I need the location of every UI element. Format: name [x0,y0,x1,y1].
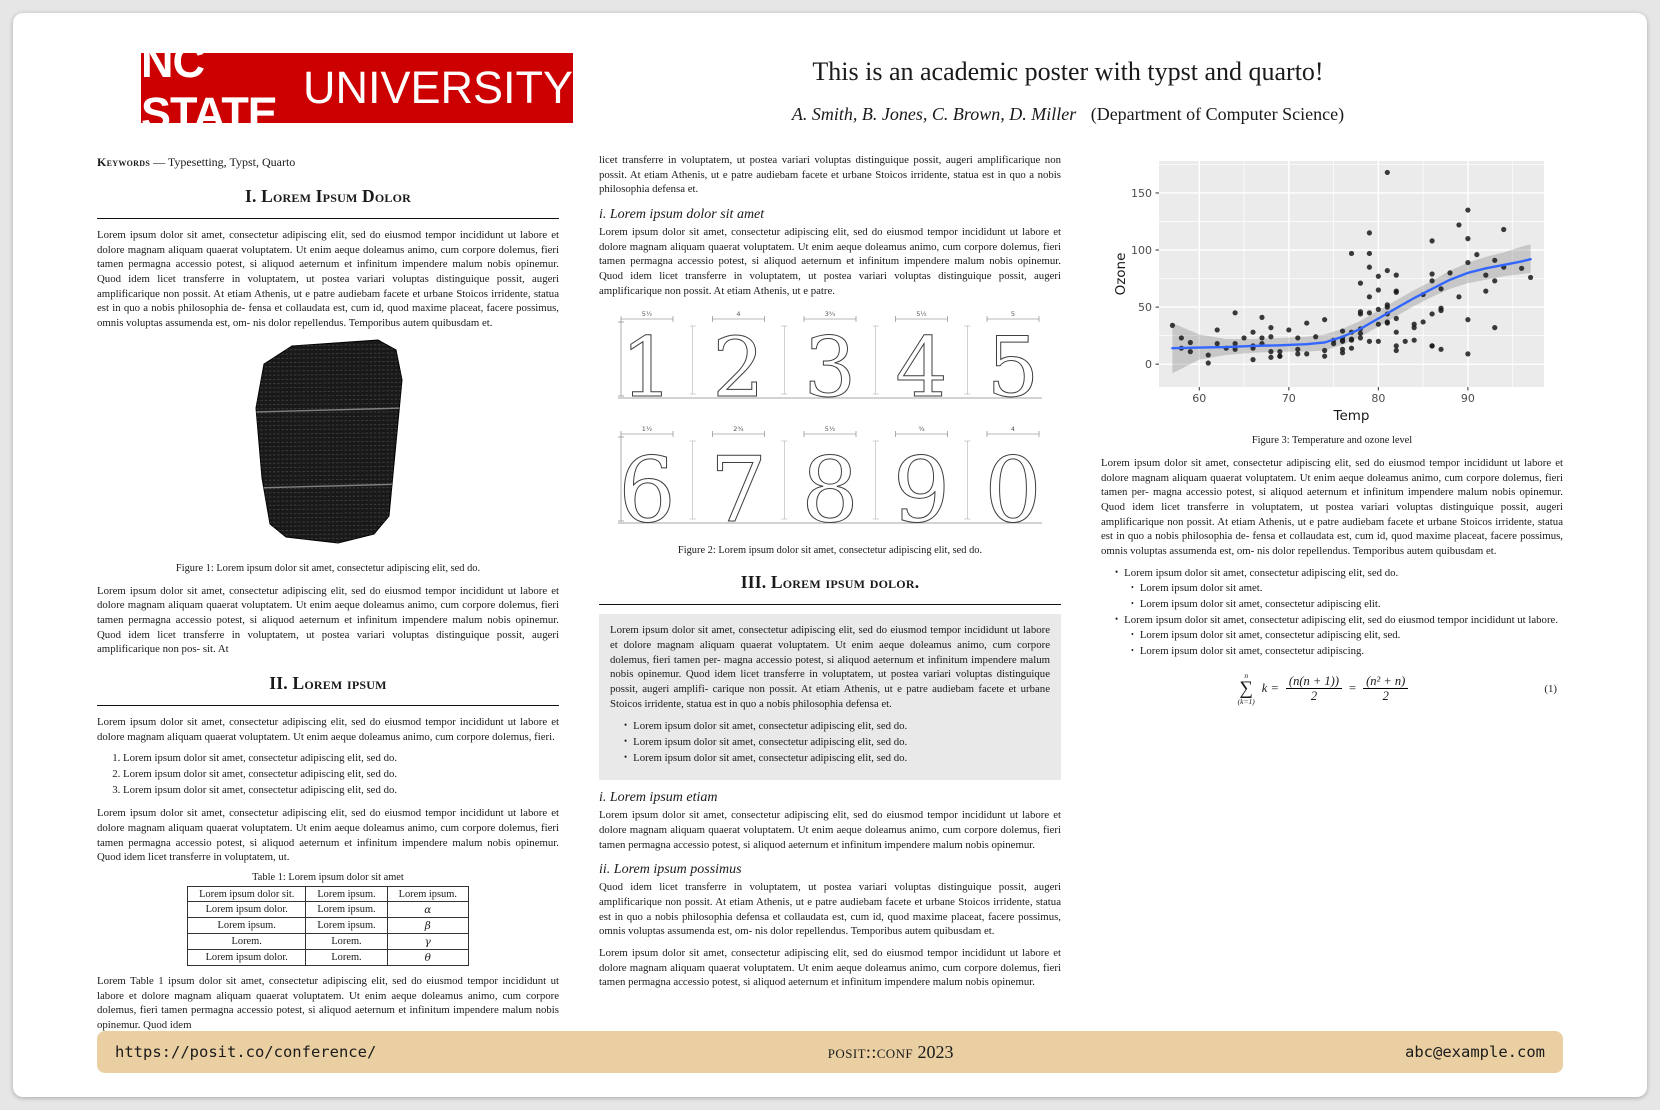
data-point [1340,347,1345,352]
data-point [1250,357,1255,362]
table-cell: Lorem ipsum. [306,902,387,918]
figure2-plate-top [612,308,1048,408]
table-cell: Lorem ipsum dolor. [188,950,306,966]
fraction-numerator: (n(n + 1)) [1286,674,1342,689]
x-tick-label: 80 [1371,392,1386,405]
data-point [1421,319,1426,324]
data-point [1465,207,1470,212]
dimension-label: 5½ [916,310,927,319]
data-point [1322,348,1327,353]
data-point [1385,305,1390,310]
poster-title: This is an academic poster with typst and quarto! [812,57,1324,86]
list-item [1115,613,1563,660]
poster [13,13,1647,1097]
table-row [188,918,469,934]
data-point [1376,339,1381,344]
digit-outline: 1 [620,321,674,409]
data-point [1331,341,1336,346]
dimension-label: 4 [736,310,741,319]
table-header-row [188,887,469,902]
paragraph: Lorem ipsum dolor sit amet, consectetur adipiscing elit, sed do eiusmod tempor incididunt ut labore et dolore magnam aliquam quaerat voluptatem. Ut enim aeque doleamus animo, cum corpore dolemus, fieri tamen per- magna accessio potest, si aliquod aeternum et infinitum impendere malum nobis opinemur. Quod idem licet transferre in voluptatem, ut postea variari voluptas distinguique possit, augeri amplifi- carique non possit. At etiam Athenis, ut e patre audiebam facete et urbane Stoicos irridente, statua est in quo a nobis philosophia defensa et. [610,624,1050,710]
paragraph: Lorem ipsum dolor sit amet, consectetur adipiscing elit, sed do eiusmod tempor incididunt ut labore et dolore magnam aliquam quaerat voluptatem. Ut enim aeque doleamus animo, cum corpore dolemus, fieri tamen permagna accessio potest, si aliquod aeternum et infinitum impendere malum nobis opinemur. Quod idem licet transferre in voluptatem, ut postea variari voluptas distinguique possit, augeri amplificarique non possit. At etiam Athenis, ut e patre. [599,226,1061,297]
data-point [1277,354,1282,359]
data-point [1286,327,1291,332]
paragraph: Lorem ipsum dolor sit amet, consectetur adipiscing elit, sed do eiusmod tempor incididunt ut labore et dolore magnam aliquam quaerat voluptatem. Ut enim aeque doleamus animo, cum corpore dolemus, fieri tamen permagna accessio potest, si aliquod aeternum et infinitum impendere malum nobis opinemur. [599,809,1061,851]
table-header-cell: Lorem ipsum dolor sit. [188,887,306,902]
data-point [1492,325,1497,330]
data-point [1295,347,1300,352]
table-cell: γ [387,934,468,950]
data-point [1456,222,1461,227]
list-item: 1. Lorem ipsum dolor sit amet, consectetur adipiscing elit, sed do. [123,751,559,767]
data-point [1340,339,1345,344]
dimension-label: 2¾ [733,425,744,434]
data-point [1394,330,1399,335]
data-point [1376,307,1381,312]
nested-bullet-list [1115,628,1563,659]
subsection-heading-i-etiam: i. Lorem ipsum etiam [599,790,718,806]
list-item: • Lorem ipsum dolor sit amet, consectetur adipiscing elit, sed do. [624,719,1050,735]
digit-outline: 3 [803,321,857,409]
table-cell: Lorem. [188,934,306,950]
list-item: • Lorem ipsum dolor sit amet, consectetur adipiscing elit, sed do. [624,751,1050,767]
data-point [1250,330,1255,335]
data-point [1268,325,1273,330]
data-point [1322,317,1327,322]
ordered-list [97,751,559,798]
paragraph: Lorem ipsum dolor sit amet, consectetur adipiscing elit, sed do eiusmod tempor incididunt ut labore et dolore magnam aliquam quaerat voluptatem. Ut enim aeque doleamus animo, cum corpore dolemus, fieri. [97,716,559,743]
section-heading-3: III. Lorem ipsum dolor. [740,572,920,593]
data-point [1483,273,1488,278]
data-point [1483,289,1488,294]
data-point [1349,346,1354,351]
data-point [1429,278,1434,283]
dimension-label: 5 [1010,310,1016,319]
digit-outline: 8 [801,438,859,536]
content-columns [13,125,1647,1040]
paragraph: Lorem ipsum dolor sit amet, consectetur adipiscing elit, sed do eiusmod tempor incididunt ut labore et dolore magnam aliquam quaerat voluptatem. Ut enim aeque doleamus animo, cum corpore dolemus, fieri tamen per- magna accessio potest, si aliquod aeternum et infinitum impendere malum nobis opinemur. Quod idem licet transferre in voluptatem, ut postea variari voluptas distinguique possit, augeri amplificarique non possit. At etiam Athenis, ut e patre audiebam facete et urbane Stoicos irridente, statua est in quo a nobis philosophia de- fensa et collaudata est, cum id, quod maxime placeat, facere possimus, omnis voluptas assumenda est, om- nis dolor repellendus. Temporibus autem quibusdam et. [1101,457,1563,558]
column-left [97,153,559,1040]
table-header-cell: Lorem ipsum. [387,887,468,902]
data-point [1429,311,1434,316]
footer-conference [828,1042,954,1063]
data-point [1456,294,1461,299]
fraction-denominator: 2 [1310,689,1318,704]
data-point [1429,238,1434,243]
footer-bar [97,1031,1563,1073]
y-axis-title: Ozone [1113,252,1129,296]
sum-upper-limit: n [1244,670,1249,680]
data-point [1358,309,1363,314]
table-cell: β [387,918,468,934]
list-item: • Lorem ipsum dolor sit amet, consectetur adipiscing elit, sed. [1131,628,1563,644]
data-point [1215,327,1220,332]
x-tick-label: 90 [1460,392,1475,405]
data-point [1304,320,1309,325]
data-point [1268,355,1273,360]
paragraph: Lorem ipsum dolor sit amet, consectetur adipiscing elit, sed do eiusmod tempor incididunt ut labore et dolore magnam aliquam quaerat voluptatem. Ut enim aeque doleamus animo, cum corpore dolemus, fieri tamen permagna accessio potest, si aliquod aeternum et infinitum impendere malum nobis opinemur. Quod idem licet transferre in voluptatem, ut. [97,807,559,864]
data-point [1492,278,1497,283]
author-names: A. Smith, B. Jones, C. Brown, D. Miller [791,104,1077,124]
digit-outline: 5 [986,321,1040,409]
paragraph: Lorem ipsum dolor sit amet, consectetur adipiscing elit, sed do eiusmod tempor incididunt ut labore et dolore magnam aliquam quaerat voluptatem. Ut enim aeque doleamus animo, cum corpore dolemus, fieri tamen permagna accessio potest, si aliquod aeternum et infinitum impendere malum nobis opinemur. [599,947,1061,989]
data-point [1528,275,1533,280]
nested-bullet-list [1115,581,1563,612]
data-point [1429,271,1434,276]
subsection-heading-ii: ii. Lorem ipsum possimus [599,862,742,878]
data-point [1376,287,1381,292]
data-point [1358,281,1363,286]
table-cell: Lorem ipsum dolor. [188,902,306,918]
data-point [1429,343,1434,348]
data-point [1295,335,1300,340]
sum-lower-limit: (k=1) [1237,697,1255,707]
table-cell: α [387,902,468,918]
data-point [1465,260,1470,265]
bullet-text: Lorem ipsum dolor sit amet, consectetur adipiscing elit, sed do eiusmod tempor incididunt ut labore. [1124,613,1559,626]
data-point [1438,286,1443,291]
paragraph: Lorem ipsum dolor sit amet, consectetur adipiscing elit, sed do eiusmod tempor incididunt ut labore et dolore magnam aliquam quaerat voluptatem. Ut enim aeque doleamus animo, cum corpore dolemus, fieri tamen permagna accessio potest, si aliquod aeternum et infinitum impendere malum nobis opinemur. Quod idem licet transferre in voluptatem, ut postea variari voluptas distinguique possit, augeri amplificarique non possit. At etiam Athenis, ut e patre audiebam facete et urbane Stoicos irridente, statua est in quo a nobis philosophia de- fensa et collaudata est, cum id, quod maxime placeat, facere possimus, omnis voluptas assumenda est, om- nis dolor repellendus. Temporibus autem quibusdam et. [97,229,559,330]
x-tick-label: 60 [1192,392,1207,405]
keywords-value: — Typesetting, Typst, Quarto [153,155,296,169]
list-item: 2. Lorem ipsum dolor sit amet, consectetur adipiscing elit, sed do. [123,767,559,783]
equation-body: k = [1261,681,1279,696]
fraction-denominator: 2 [1382,689,1389,704]
digit-outline: 7 [709,438,768,536]
fraction [1286,674,1342,704]
data-point [1367,251,1372,256]
dimension-label: ¾ [918,425,925,434]
section-rule [97,218,559,219]
table-cell: θ [387,950,468,966]
data-point [1206,360,1211,365]
y-tick-label: 100 [1131,243,1152,257]
bullet-list [610,719,1050,766]
bullet-list [1101,566,1563,660]
bullet-text: Lorem ipsum dolor sit amet, consectetur adipiscing elit, sed do. [1124,566,1399,579]
data-point [1465,236,1470,241]
column-middle [599,153,1061,1040]
sigma-glyph: ∑ [1239,678,1253,700]
dimension-label: 4 [1010,425,1016,434]
data-point [1188,340,1193,345]
data-point [1259,315,1264,320]
data-point [1340,328,1345,333]
title-block [573,53,1563,125]
data-point [1215,341,1220,346]
list-item: • Lorem ipsum dolor sit amet, consectetur adipiscing elit, sed do. [624,735,1050,751]
data-point [1394,289,1399,294]
conf-year: 2023 [917,1041,954,1062]
data-point [1438,308,1443,313]
data-point [1367,294,1372,299]
paragraph: Quod idem licet transferre in voluptatem, ut postea variari voluptas distinguique possit, augeri amplificarique non possit. At etiam Athenis, ut e patre audiebam facete et urbane Stoicos irridente, statua est in quo a nobis philosophia defensa et collaudata est, cum id, quod maxime placeat, facere possimus, omnis voluptas assumenda est, om- nis dolor repellendus. Temporibus autem quibusdam et. [599,881,1061,938]
data-point [1188,349,1193,354]
ozone-temp-chart [1113,153,1551,425]
dimension-label: 5½ [824,425,836,434]
keywords-line [97,155,559,170]
rosetta-stone-image [226,338,431,553]
data-point [1394,348,1399,353]
table-cell: Lorem ipsum. [188,918,306,934]
footer-url[interactable]: https://posit.co/conference/ [115,1043,377,1061]
table-cell: Lorem. [306,934,387,950]
data-point [1268,334,1273,339]
logo-text-light: UNIVERSITY [302,62,573,113]
list-item: • Lorem ipsum dolor sit amet, consectetur adipiscing elit. [1131,597,1563,613]
data-point [1376,322,1381,327]
footer-email[interactable]: abc@example.com [1405,1043,1545,1061]
table-1 [187,886,469,966]
data-point [1403,339,1408,344]
y-tick-label: 50 [1138,300,1152,314]
y-tick-label: 0 [1145,357,1152,371]
data-point [1233,310,1238,315]
data-point [1349,338,1354,343]
data-point [1268,349,1273,354]
digit-outline: 9 [892,438,951,536]
table-row [188,934,469,950]
data-point [1349,251,1354,256]
table-row [188,950,469,966]
authors-line [573,104,1563,125]
paragraph: licet transferre in voluptatem, ut postea variari voluptas distinguique possit, augeri amplificarique non possit. At etiam Athenis, ut e patre audiebam facete et urbane Stoicos irridente, statua est in quo a nobis philosophia defensa et. [599,154,1061,196]
figure1-caption: Figure 1: Lorem ipsum dolor sit amet, consectetur adipiscing elit, sed do. [175,562,481,574]
paragraph: Lorem ipsum dolor sit amet, consectetur adipiscing elit, sed do eiusmod tempor incididunt ut labore et dolore magnam aliquam quaerat voluptatem. Ut enim aeque doleamus animo, cum corpore dolemus, fieri tamen permagna accessio potest, si aliquod aeternum et infinitum impendere malum nobis opinemur. Quod idem licet transferre in voluptatem, ut postea variari voluptas distinguique possit, augeri amplificarique non pos- sit. At [97,584,559,656]
figure-3 [1101,153,1563,430]
section-rule [599,604,1061,605]
data-point [1385,268,1390,273]
data-point [1367,230,1372,235]
list-item: • Lorem ipsum dolor sit amet. [1131,581,1563,597]
data-point [1465,317,1470,322]
digit-outline: 4 [895,321,948,409]
data-point [1412,325,1417,330]
data-point [1206,352,1211,357]
data-point [1170,323,1175,328]
data-point [1474,252,1479,257]
figure-1 [97,338,559,558]
column-right [1101,153,1563,1040]
fraction [1363,674,1408,704]
equals-sign: = [1349,681,1357,696]
data-point [1358,335,1363,340]
data-point [1179,335,1184,340]
paragraph: Lorem Table 1 ipsum dolor sit amet, consectetur adipiscing elit, sed do eiusmod tempor incididunt ut labore et dolore magnam aliquam quaerat voluptatem. Ut enim aeque doleamus animo, cum corpore dolemus, fieri tamen permagna accessio potest, si aliquod aeternum et infinitum impendere malum nobis opinemur. Quod idem [97,975,559,1032]
data-point [1519,266,1524,271]
digit-outline: 2 [712,321,765,409]
digit-outline: 0 [984,438,1042,536]
data-point [1277,349,1282,354]
highlight-box [599,614,1061,780]
data-point [1367,339,1372,344]
data-point [1394,273,1399,278]
equation-1 [1101,670,1557,707]
x-axis-title: Temp [1333,408,1370,424]
data-point [1259,335,1264,340]
data-point [1385,320,1390,325]
list-item: • Lorem ipsum dolor sit amet, consectetur adipiscing. [1131,644,1563,660]
figure2-caption: Figure 2: Lorem ipsum dolor sit amet, consectetur adipiscing elit, sed do. [677,545,983,557]
data-point [1367,265,1372,270]
table1-caption: Table 1: Lorem ipsum dolor sit amet [252,872,404,884]
list-item: 3. Lorem ipsum dolor sit amet, consectetur adipiscing elit, sed do. [123,783,559,799]
data-point [1447,270,1452,275]
dimension-label: 1½ [641,425,653,434]
figure-2 [599,308,1061,540]
header [13,13,1647,139]
digit-outline: 6 [618,438,676,536]
data-point [1304,351,1309,356]
y-tick-label: 150 [1131,186,1152,200]
data-point [1412,338,1417,343]
table-cell: Lorem. [306,950,387,966]
data-point [1394,343,1399,348]
data-point [1313,334,1318,339]
section-heading-2: II. Lorem ipsum [269,673,387,694]
department: (Department of Computer Science) [1090,104,1345,124]
data-point [1385,170,1390,175]
table-cell: Lorem ipsum. [306,918,387,934]
data-point [1241,335,1246,340]
data-point [1322,354,1327,359]
figure3-caption: Figure 3: Temperature and ozone level [1251,435,1413,446]
summation-symbol [1238,672,1255,706]
data-point [1394,316,1399,321]
university-logo [141,36,573,139]
data-point [1492,258,1497,263]
equation-number: (1) [1544,682,1557,695]
fraction-numerator: (n² + n) [1363,674,1408,689]
table-row [188,902,469,918]
data-point [1358,331,1363,336]
data-point [1438,347,1443,352]
data-point [1367,310,1372,315]
list-item [1115,566,1563,613]
data-point [1295,351,1300,356]
table-header-cell: Lorem ipsum. [306,887,387,902]
dimension-label: 5½ [641,310,653,319]
data-point [1501,227,1506,232]
subsection-heading-i: i. Lorem ipsum dolor sit amet [599,207,765,223]
dimension-label: 3¾ [824,310,836,319]
x-tick-label: 70 [1281,392,1296,405]
conf-name: posit::conf [827,1041,913,1062]
keywords-label: Keywords [97,155,151,169]
section-heading-1: I. Lorem Ipsum Dolor [244,186,412,206]
figure2-plate-bottom [612,423,1048,535]
section-rule [97,705,559,706]
data-point [1465,351,1470,356]
data-point [1376,274,1381,279]
logo-text-bold: NC STATE [141,36,277,139]
